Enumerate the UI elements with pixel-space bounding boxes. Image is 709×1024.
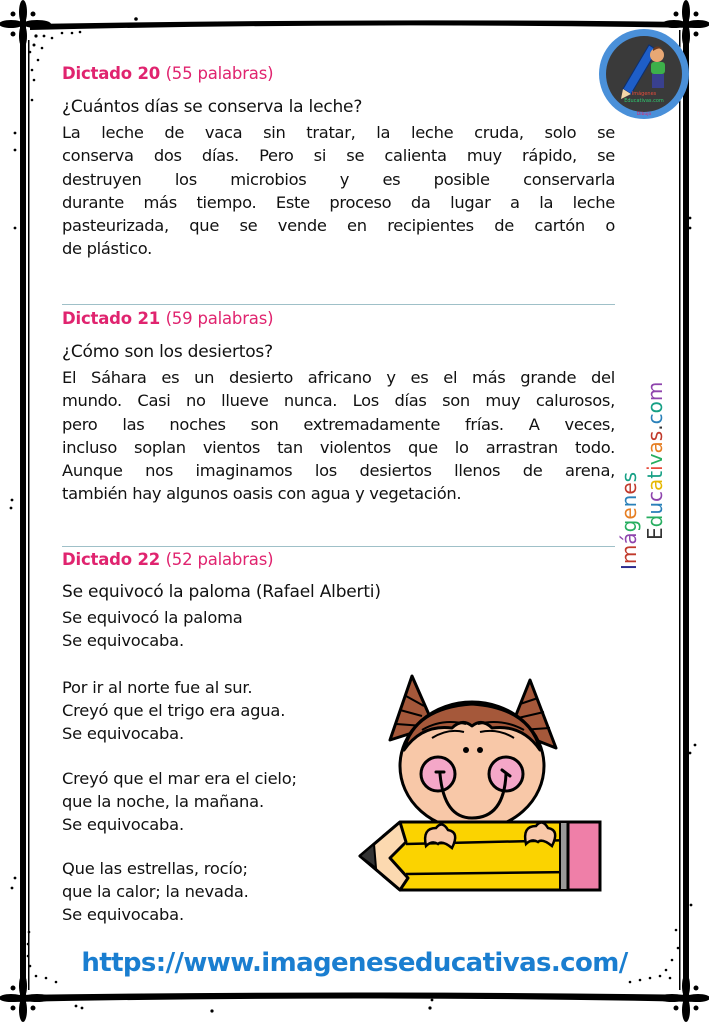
- poem-line: Se equivocaba.: [62, 815, 184, 834]
- brand-word-imagenes: Imágenes: [617, 471, 641, 570]
- dictation-heading-20: [62, 64, 273, 83]
- dictation-question: ¿Cuántos días se conserva la leche?: [62, 97, 363, 117]
- word-count: (55 palabras): [165, 64, 274, 83]
- dictation-heading-21: [62, 309, 273, 328]
- poem-line: que la calor; la nevada.: [62, 882, 249, 901]
- poem-line: Creyó que el mar era el cielo;: [62, 769, 297, 788]
- dictation-title: Dictado 20: [62, 64, 161, 83]
- paragraph-line: destruyen los microbios y es posible conservarla: [62, 169, 615, 189]
- word-count: (59 palabras): [165, 309, 274, 328]
- poem-line: Creyó que el trigo era agua.: [62, 701, 286, 720]
- paragraph-line: pasteurizada, que se vende en recipientes de cartón o: [62, 216, 615, 236]
- dictation-paragraph: [62, 366, 615, 506]
- word-count: (52 palabras): [165, 550, 274, 569]
- paragraph-line: Aunque nos imaginamos los desiertos llenos de arena,: [62, 461, 615, 481]
- paragraph-line: conserva dos días. Pero si se calienta muy rápido, se: [62, 146, 615, 166]
- section-divider: [62, 304, 615, 305]
- paragraph-line: El Sáhara es un desierto africano y es el más grande del: [62, 368, 615, 387]
- poem-line: Que las estrellas, rocío;: [62, 859, 248, 878]
- dictation-heading-22: [62, 550, 273, 569]
- logo-bottom-text: Dibujo: [636, 112, 652, 117]
- paragraph-line: de plástico.: [62, 239, 152, 259]
- poem-line: Se equivocaba.: [62, 905, 184, 924]
- poem-line: que la noche, la mañana.: [62, 792, 264, 811]
- logo-inner-text-1: Imágenes: [631, 91, 657, 97]
- poem-line: Se equivocaba.: [62, 631, 184, 650]
- paragraph-line: también hay algunos oasis con agua y vegetación.: [62, 484, 462, 504]
- poem-line: Por ir al norte fue al sur.: [62, 678, 253, 697]
- brand-word-educativas: Educativas.com: [643, 381, 667, 540]
- poem-title: Se equivocó la paloma (Rafael Alberti): [62, 582, 381, 602]
- logo-inner-text-2: Educativas.com: [624, 98, 664, 104]
- dictation-title: Dictado 21: [62, 309, 161, 328]
- dictation-question: ¿Cómo son los desiertos?: [62, 342, 273, 362]
- vertical-brand-watermark: [612, 370, 682, 570]
- poem-line: Se equivocó la paloma: [62, 608, 243, 627]
- girl-with-pencil-illustration: [342, 668, 604, 900]
- paragraph-line: mundo. Casi no llueve nunca. Los días son muy calurosos,: [62, 391, 615, 411]
- site-logo-badge: [597, 27, 691, 121]
- paragraph-line: La leche de vaca sin tratar, la leche cruda, solo se: [62, 123, 615, 142]
- paragraph-line: durante más tiempo. Este proceso da lugar a la leche: [62, 192, 615, 212]
- poem-line: Se equivocaba.: [62, 724, 184, 743]
- dictation-paragraph: [62, 121, 615, 261]
- footer-url-link[interactable]: https://www.imageneseducativas.com/: [81, 948, 628, 978]
- section-divider: [62, 546, 615, 547]
- dictation-title: Dictado 22: [62, 550, 161, 569]
- paragraph-line: pero las noches son extremadamente frías. A veces,: [62, 414, 615, 434]
- paragraph-line: incluso soplan vientos tan violentos que lo arrastran todo.: [62, 437, 615, 457]
